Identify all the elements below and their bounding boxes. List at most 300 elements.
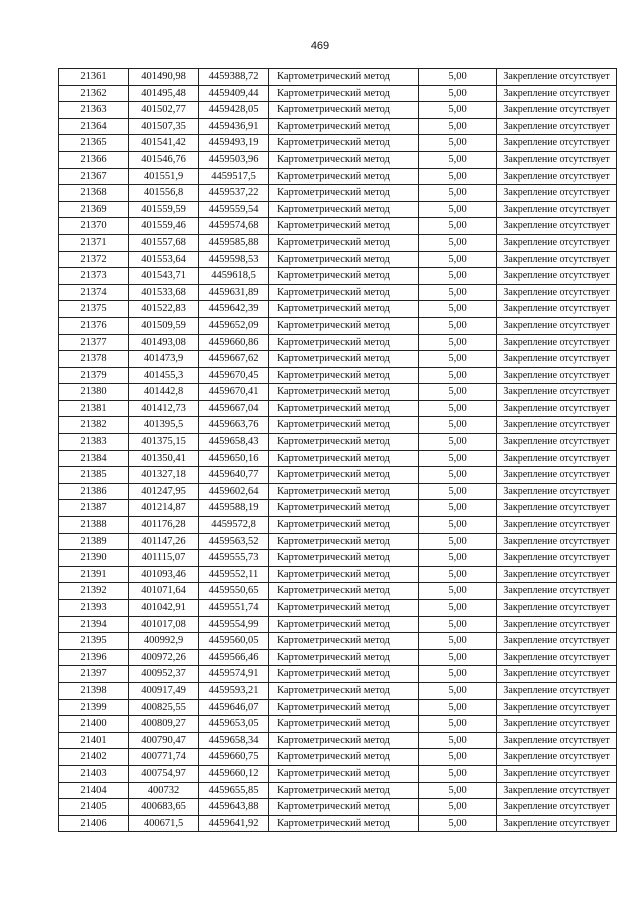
fixing-description-cell: Закрепление отсутствует [497, 699, 617, 716]
y-coordinate-cell: 4459428,05 [199, 102, 269, 119]
table-row [59, 566, 617, 583]
table-row [59, 234, 617, 251]
method-cell: Картометрический метод [269, 334, 419, 351]
method-cell: Картометрический метод [269, 218, 419, 235]
point-number-cell: 21395 [59, 633, 129, 650]
table-row [59, 749, 617, 766]
table-row [59, 716, 617, 733]
table-row [59, 384, 617, 401]
table-row [59, 450, 617, 467]
table-row [59, 201, 617, 218]
x-coordinate-cell: 400671,5 [129, 815, 199, 832]
y-coordinate-cell: 4459552,11 [199, 566, 269, 583]
y-coordinate-cell: 4459550,65 [199, 583, 269, 600]
x-coordinate-cell: 400917,49 [129, 682, 199, 699]
point-number-cell: 21365 [59, 135, 129, 152]
y-coordinate-cell: 4459650,16 [199, 450, 269, 467]
accuracy-cell: 5,00 [419, 367, 497, 384]
y-coordinate-cell: 4459660,12 [199, 765, 269, 782]
table-body [59, 69, 617, 832]
y-coordinate-cell: 4459643,88 [199, 799, 269, 816]
table-row [59, 782, 617, 799]
x-coordinate-cell: 401375,15 [129, 434, 199, 451]
table-row [59, 168, 617, 185]
method-cell: Картометрический метод [269, 500, 419, 517]
table-row [59, 118, 617, 135]
accuracy-cell: 5,00 [419, 118, 497, 135]
table-row [59, 417, 617, 434]
point-number-cell: 21390 [59, 550, 129, 567]
accuracy-cell: 5,00 [419, 550, 497, 567]
x-coordinate-cell: 401147,26 [129, 533, 199, 550]
table-row [59, 533, 617, 550]
fixing-description-cell: Закрепление отсутствует [497, 234, 617, 251]
y-coordinate-cell: 4459670,41 [199, 384, 269, 401]
fixing-description-cell: Закрепление отсутствует [497, 550, 617, 567]
method-cell: Картометрический метод [269, 583, 419, 600]
fixing-description-cell: Закрепление отсутствует [497, 168, 617, 185]
y-coordinate-cell: 4459631,89 [199, 284, 269, 301]
method-cell: Картометрический метод [269, 251, 419, 268]
accuracy-cell: 5,00 [419, 566, 497, 583]
fixing-description-cell: Закрепление отсутствует [497, 450, 617, 467]
accuracy-cell: 5,00 [419, 749, 497, 766]
x-coordinate-cell: 401350,41 [129, 450, 199, 467]
fixing-description-cell: Закрепление отсутствует [497, 185, 617, 202]
x-coordinate-cell: 401214,87 [129, 500, 199, 517]
table-row [59, 666, 617, 683]
table-row [59, 799, 617, 816]
method-cell: Картометрический метод [269, 765, 419, 782]
y-coordinate-cell: 4459640,77 [199, 467, 269, 484]
fixing-description-cell: Закрепление отсутствует [497, 749, 617, 766]
method-cell: Картометрический метод [269, 234, 419, 251]
accuracy-cell: 5,00 [419, 69, 497, 86]
accuracy-cell: 5,00 [419, 151, 497, 168]
y-coordinate-cell: 4459574,91 [199, 666, 269, 683]
accuracy-cell: 5,00 [419, 483, 497, 500]
y-coordinate-cell: 4459641,92 [199, 815, 269, 832]
y-coordinate-cell: 4459563,52 [199, 533, 269, 550]
table-row [59, 351, 617, 368]
table-row [59, 135, 617, 152]
accuracy-cell: 5,00 [419, 699, 497, 716]
y-coordinate-cell: 4459588,19 [199, 500, 269, 517]
fixing-description-cell: Закрепление отсутствует [497, 533, 617, 550]
method-cell: Картометрический метод [269, 799, 419, 816]
accuracy-cell: 5,00 [419, 616, 497, 633]
method-cell: Картометрический метод [269, 633, 419, 650]
method-cell: Картометрический метод [269, 467, 419, 484]
point-number-cell: 21376 [59, 317, 129, 334]
x-coordinate-cell: 400952,37 [129, 666, 199, 683]
y-coordinate-cell: 4459560,05 [199, 633, 269, 650]
x-coordinate-cell: 400972,26 [129, 649, 199, 666]
fixing-description-cell: Закрепление отсутствует [497, 268, 617, 285]
y-coordinate-cell: 4459566,46 [199, 649, 269, 666]
table-row [59, 633, 617, 650]
fixing-description-cell: Закрепление отсутствует [497, 118, 617, 135]
x-coordinate-cell: 401017,08 [129, 616, 199, 633]
fixing-description-cell: Закрепление отсутствует [497, 417, 617, 434]
method-cell: Картометрический метод [269, 301, 419, 318]
x-coordinate-cell: 401553,64 [129, 251, 199, 268]
x-coordinate-cell: 401559,59 [129, 201, 199, 218]
method-cell: Картометрический метод [269, 102, 419, 119]
method-cell: Картометрический метод [269, 118, 419, 135]
point-number-cell: 21361 [59, 69, 129, 86]
method-cell: Картометрический метод [269, 85, 419, 102]
x-coordinate-cell: 401473,9 [129, 351, 199, 368]
y-coordinate-cell: 4459537,22 [199, 185, 269, 202]
x-coordinate-cell: 401176,28 [129, 517, 199, 534]
y-coordinate-cell: 4459658,43 [199, 434, 269, 451]
y-coordinate-cell: 4459642,39 [199, 301, 269, 318]
y-coordinate-cell: 4459658,34 [199, 732, 269, 749]
accuracy-cell: 5,00 [419, 815, 497, 832]
fixing-description-cell: Закрепление отсутствует [497, 782, 617, 799]
method-cell: Картометрический метод [269, 550, 419, 567]
fixing-description-cell: Закрепление отсутствует [497, 434, 617, 451]
accuracy-cell: 5,00 [419, 533, 497, 550]
fixing-description-cell: Закрепление отсутствует [497, 566, 617, 583]
table-row [59, 102, 617, 119]
y-coordinate-cell: 4459618,5 [199, 268, 269, 285]
point-number-cell: 21380 [59, 384, 129, 401]
table-row [59, 517, 617, 534]
accuracy-cell: 5,00 [419, 168, 497, 185]
table-row [59, 550, 617, 567]
accuracy-cell: 5,00 [419, 467, 497, 484]
y-coordinate-cell: 4459559,54 [199, 201, 269, 218]
method-cell: Картометрический метод [269, 367, 419, 384]
x-coordinate-cell: 401556,8 [129, 185, 199, 202]
accuracy-cell: 5,00 [419, 633, 497, 650]
x-coordinate-cell: 401327,18 [129, 467, 199, 484]
fixing-description-cell: Закрепление отсутствует [497, 500, 617, 517]
x-coordinate-cell: 401557,68 [129, 234, 199, 251]
method-cell: Картометрический метод [269, 135, 419, 152]
point-number-cell: 21378 [59, 351, 129, 368]
table-row [59, 699, 617, 716]
y-coordinate-cell: 4459436,91 [199, 118, 269, 135]
point-number-cell: 21377 [59, 334, 129, 351]
y-coordinate-cell: 4459660,75 [199, 749, 269, 766]
fixing-description-cell: Закрепление отсутствует [497, 135, 617, 152]
y-coordinate-cell: 4459667,62 [199, 351, 269, 368]
point-number-cell: 21403 [59, 765, 129, 782]
table-row [59, 185, 617, 202]
x-coordinate-cell: 401395,5 [129, 417, 199, 434]
fixing-description-cell: Закрепление отсутствует [497, 732, 617, 749]
fixing-description-cell: Закрепление отсутствует [497, 682, 617, 699]
accuracy-cell: 5,00 [419, 201, 497, 218]
accuracy-cell: 5,00 [419, 351, 497, 368]
x-coordinate-cell: 401455,3 [129, 367, 199, 384]
method-cell: Картометрический метод [269, 450, 419, 467]
point-number-cell: 21400 [59, 716, 129, 733]
accuracy-cell: 5,00 [419, 517, 497, 534]
method-cell: Картометрический метод [269, 600, 419, 617]
table-row [59, 268, 617, 285]
point-number-cell: 21397 [59, 666, 129, 683]
point-number-cell: 21402 [59, 749, 129, 766]
fixing-description-cell: Закрепление отсутствует [497, 583, 617, 600]
method-cell: Картометрический метод [269, 517, 419, 534]
x-coordinate-cell: 401546,76 [129, 151, 199, 168]
fixing-description-cell: Закрепление отсутствует [497, 799, 617, 816]
point-number-cell: 21388 [59, 517, 129, 534]
method-cell: Картометрический метод [269, 732, 419, 749]
fixing-description-cell: Закрепление отсутствует [497, 201, 617, 218]
accuracy-cell: 5,00 [419, 301, 497, 318]
y-coordinate-cell: 4459517,5 [199, 168, 269, 185]
point-number-cell: 21383 [59, 434, 129, 451]
accuracy-cell: 5,00 [419, 384, 497, 401]
y-coordinate-cell: 4459598,53 [199, 251, 269, 268]
x-coordinate-cell: 401247,95 [129, 483, 199, 500]
method-cell: Картометрический метод [269, 716, 419, 733]
table-row [59, 649, 617, 666]
x-coordinate-cell: 401490,98 [129, 69, 199, 86]
y-coordinate-cell: 4459593,21 [199, 682, 269, 699]
accuracy-cell: 5,00 [419, 102, 497, 119]
fixing-description-cell: Закрепление отсутствует [497, 334, 617, 351]
table-row [59, 284, 617, 301]
x-coordinate-cell: 401559,46 [129, 218, 199, 235]
method-cell: Картометрический метод [269, 566, 419, 583]
table-row [59, 317, 617, 334]
fixing-description-cell: Закрепление отсутствует [497, 517, 617, 534]
x-coordinate-cell: 400732 [129, 782, 199, 799]
point-number-cell: 21401 [59, 732, 129, 749]
y-coordinate-cell: 4459646,07 [199, 699, 269, 716]
table-row [59, 583, 617, 600]
point-number-cell: 21398 [59, 682, 129, 699]
method-cell: Картометрический метод [269, 815, 419, 832]
accuracy-cell: 5,00 [419, 799, 497, 816]
fixing-description-cell: Закрепление отсутствует [497, 633, 617, 650]
table-row [59, 765, 617, 782]
fixing-description-cell: Закрепление отсутствует [497, 384, 617, 401]
x-coordinate-cell: 401541,42 [129, 135, 199, 152]
y-coordinate-cell: 4459503,96 [199, 151, 269, 168]
fixing-description-cell: Закрепление отсутствует [497, 284, 617, 301]
x-coordinate-cell: 400992,9 [129, 633, 199, 650]
table-row [59, 218, 617, 235]
accuracy-cell: 5,00 [419, 682, 497, 699]
point-number-cell: 21396 [59, 649, 129, 666]
x-coordinate-cell: 401543,71 [129, 268, 199, 285]
fixing-description-cell: Закрепление отсутствует [497, 301, 617, 318]
x-coordinate-cell: 401522,83 [129, 301, 199, 318]
fixing-description-cell: Закрепление отсутствует [497, 69, 617, 86]
y-coordinate-cell: 4459602,64 [199, 483, 269, 500]
fixing-description-cell: Закрепление отсутствует [497, 815, 617, 832]
accuracy-cell: 5,00 [419, 234, 497, 251]
method-cell: Картометрический метод [269, 682, 419, 699]
accuracy-cell: 5,00 [419, 284, 497, 301]
fixing-description-cell: Закрепление отсутствует [497, 102, 617, 119]
table-row [59, 334, 617, 351]
table-row [59, 434, 617, 451]
fixing-description-cell: Закрепление отсутствует [497, 251, 617, 268]
accuracy-cell: 5,00 [419, 268, 497, 285]
fixing-description-cell: Закрепление отсутствует [497, 367, 617, 384]
fixing-description-cell: Закрепление отсутствует [497, 483, 617, 500]
point-number-cell: 21385 [59, 467, 129, 484]
y-coordinate-cell: 4459551,74 [199, 600, 269, 617]
method-cell: Картометрический метод [269, 434, 419, 451]
accuracy-cell: 5,00 [419, 317, 497, 334]
table-row [59, 85, 617, 102]
point-number-cell: 21405 [59, 799, 129, 816]
y-coordinate-cell: 4459667,04 [199, 400, 269, 417]
point-number-cell: 21384 [59, 450, 129, 467]
table-row [59, 600, 617, 617]
table-row [59, 732, 617, 749]
table-row [59, 151, 617, 168]
x-coordinate-cell: 400825,55 [129, 699, 199, 716]
point-number-cell: 21392 [59, 583, 129, 600]
fixing-description-cell: Закрепление отсутствует [497, 467, 617, 484]
page-number: 469 [310, 40, 330, 52]
table-row [59, 400, 617, 417]
y-coordinate-cell: 4459554,99 [199, 616, 269, 633]
method-cell: Картометрический метод [269, 351, 419, 368]
method-cell: Картометрический метод [269, 201, 419, 218]
point-number-cell: 21387 [59, 500, 129, 517]
point-number-cell: 21362 [59, 85, 129, 102]
table-row [59, 367, 617, 384]
fixing-description-cell: Закрепление отсутствует [497, 317, 617, 334]
accuracy-cell: 5,00 [419, 600, 497, 617]
coordinates-table [58, 68, 617, 832]
y-coordinate-cell: 4459652,09 [199, 317, 269, 334]
accuracy-cell: 5,00 [419, 732, 497, 749]
y-coordinate-cell: 4459655,85 [199, 782, 269, 799]
x-coordinate-cell: 400809,27 [129, 716, 199, 733]
accuracy-cell: 5,00 [419, 649, 497, 666]
point-number-cell: 21370 [59, 218, 129, 235]
accuracy-cell: 5,00 [419, 185, 497, 202]
accuracy-cell: 5,00 [419, 666, 497, 683]
x-coordinate-cell: 401495,48 [129, 85, 199, 102]
method-cell: Картометрический метод [269, 649, 419, 666]
y-coordinate-cell: 4459660,86 [199, 334, 269, 351]
accuracy-cell: 5,00 [419, 334, 497, 351]
y-coordinate-cell: 4459409,44 [199, 85, 269, 102]
method-cell: Картометрический метод [269, 533, 419, 550]
x-coordinate-cell: 401502,77 [129, 102, 199, 119]
method-cell: Картометрический метод [269, 268, 419, 285]
point-number-cell: 21369 [59, 201, 129, 218]
x-coordinate-cell: 401412,73 [129, 400, 199, 417]
point-number-cell: 21372 [59, 251, 129, 268]
method-cell: Картометрический метод [269, 284, 419, 301]
y-coordinate-cell: 4459572,8 [199, 517, 269, 534]
x-coordinate-cell: 401493,08 [129, 334, 199, 351]
point-number-cell: 21382 [59, 417, 129, 434]
point-number-cell: 21389 [59, 533, 129, 550]
x-coordinate-cell: 401115,07 [129, 550, 199, 567]
method-cell: Картометрический метод [269, 616, 419, 633]
y-coordinate-cell: 4459574,68 [199, 218, 269, 235]
x-coordinate-cell: 401071,64 [129, 583, 199, 600]
accuracy-cell: 5,00 [419, 218, 497, 235]
point-number-cell: 21391 [59, 566, 129, 583]
method-cell: Картометрический метод [269, 69, 419, 86]
fixing-description-cell: Закрепление отсутствует [497, 716, 617, 733]
table-row [59, 301, 617, 318]
method-cell: Картометрический метод [269, 699, 419, 716]
table-row [59, 500, 617, 517]
fixing-description-cell: Закрепление отсутствует [497, 765, 617, 782]
x-coordinate-cell: 401509,59 [129, 317, 199, 334]
method-cell: Картометрический метод [269, 185, 419, 202]
point-number-cell: 21406 [59, 815, 129, 832]
x-coordinate-cell: 401442,8 [129, 384, 199, 401]
point-number-cell: 21364 [59, 118, 129, 135]
y-coordinate-cell: 4459555,73 [199, 550, 269, 567]
y-coordinate-cell: 4459670,45 [199, 367, 269, 384]
x-coordinate-cell: 401533,68 [129, 284, 199, 301]
point-number-cell: 21386 [59, 483, 129, 500]
fixing-description-cell: Закрепление отсутствует [497, 649, 617, 666]
fixing-description-cell: Закрепление отсутствует [497, 218, 617, 235]
point-number-cell: 21366 [59, 151, 129, 168]
fixing-description-cell: Закрепление отсутствует [497, 600, 617, 617]
fixing-description-cell: Закрепление отсутствует [497, 616, 617, 633]
accuracy-cell: 5,00 [419, 135, 497, 152]
point-number-cell: 21399 [59, 699, 129, 716]
point-number-cell: 21394 [59, 616, 129, 633]
fixing-description-cell: Закрепление отсутствует [497, 151, 617, 168]
fixing-description-cell: Закрепление отсутствует [497, 85, 617, 102]
point-number-cell: 21374 [59, 284, 129, 301]
accuracy-cell: 5,00 [419, 716, 497, 733]
table-row [59, 69, 617, 86]
method-cell: Картометрический метод [269, 782, 419, 799]
accuracy-cell: 5,00 [419, 450, 497, 467]
accuracy-cell: 5,00 [419, 500, 497, 517]
accuracy-cell: 5,00 [419, 782, 497, 799]
table-row [59, 483, 617, 500]
method-cell: Картометрический метод [269, 168, 419, 185]
table-row [59, 682, 617, 699]
method-cell: Картометрический метод [269, 483, 419, 500]
point-number-cell: 21367 [59, 168, 129, 185]
accuracy-cell: 5,00 [419, 583, 497, 600]
fixing-description-cell: Закрепление отсутствует [497, 400, 617, 417]
accuracy-cell: 5,00 [419, 434, 497, 451]
method-cell: Картометрический метод [269, 666, 419, 683]
x-coordinate-cell: 400683,65 [129, 799, 199, 816]
table-row [59, 616, 617, 633]
x-coordinate-cell: 401042,91 [129, 600, 199, 617]
y-coordinate-cell: 4459585,88 [199, 234, 269, 251]
y-coordinate-cell: 4459663,76 [199, 417, 269, 434]
y-coordinate-cell: 4459493,19 [199, 135, 269, 152]
method-cell: Картометрический метод [269, 417, 419, 434]
x-coordinate-cell: 400790,47 [129, 732, 199, 749]
accuracy-cell: 5,00 [419, 85, 497, 102]
accuracy-cell: 5,00 [419, 400, 497, 417]
x-coordinate-cell: 400771,74 [129, 749, 199, 766]
point-number-cell: 21404 [59, 782, 129, 799]
y-coordinate-cell: 4459388,72 [199, 69, 269, 86]
accuracy-cell: 5,00 [419, 417, 497, 434]
